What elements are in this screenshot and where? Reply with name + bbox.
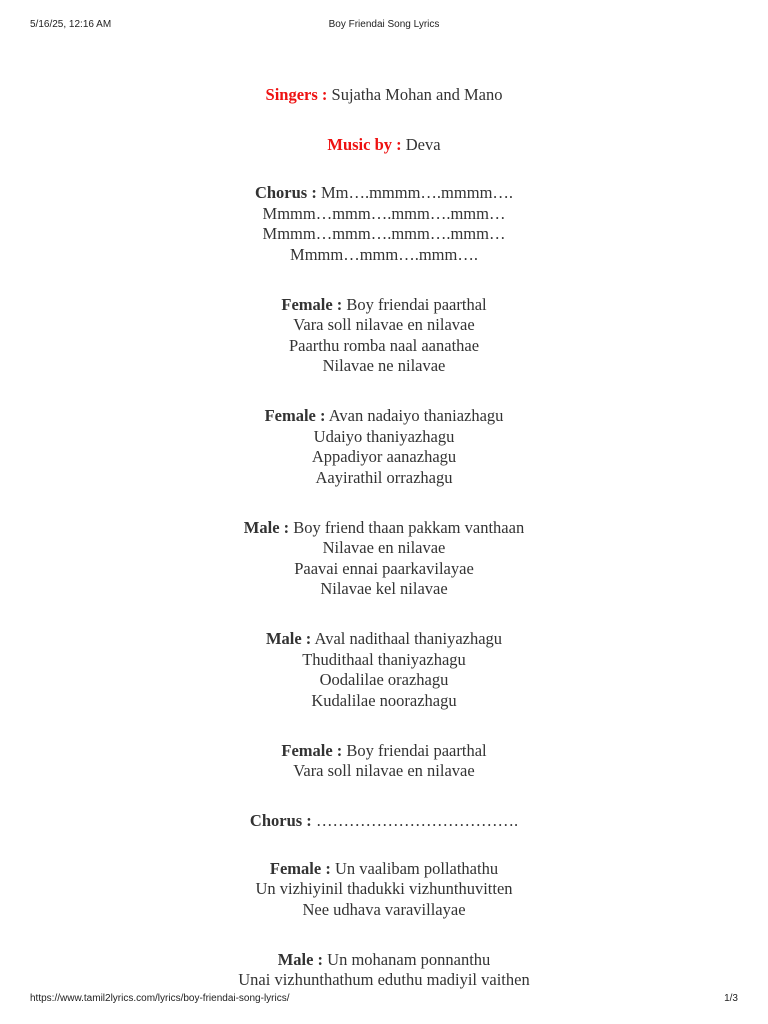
singers-credit	[0, 83, 768, 107]
print-page-title: Boy Friendai Song Lyrics	[328, 19, 440, 30]
lyric-line: Vara soll nilavae en nilavae	[293, 315, 475, 334]
speaker-label: Female :	[264, 406, 326, 425]
lyric-line: Nee udhava varavillayae	[302, 899, 466, 919]
stanza-female-2	[0, 406, 768, 488]
music-label: Music by :	[327, 135, 402, 154]
lyric-line: Vara soll nilavae en nilavae	[293, 761, 475, 780]
stanza-first-line	[0, 741, 768, 762]
lyric-line: Udaiyo thaniyazhagu	[313, 426, 455, 446]
lyric-text: Boy friendai paarthal	[346, 740, 487, 760]
lyric-line: Paarthu romba naal aanathae	[288, 335, 480, 355]
music-credit	[0, 133, 768, 157]
lyric-line: Thudithaal thaniyazhagu	[302, 649, 466, 669]
stanza-male-1	[0, 518, 768, 600]
music-value: Deva	[405, 135, 441, 154]
lyric-text: ……………………………….	[315, 811, 519, 830]
stanza-first-line	[0, 950, 768, 971]
print-datetime: 5/16/25, 12:16 AM	[30, 19, 112, 30]
singers-value: Sujatha Mohan and Mano	[331, 85, 503, 104]
stanza-first-line	[0, 811, 768, 832]
stanza-first-line	[0, 518, 768, 539]
stanza-first-line	[0, 406, 768, 427]
print-header	[0, 19, 768, 33]
stanza-first-line	[0, 629, 768, 650]
lyrics-content	[0, 83, 768, 1020]
speaker-label: Female :	[269, 858, 331, 878]
lyric-text: Un vaalibam pollathathu	[334, 858, 499, 878]
speaker-label: Male :	[265, 629, 312, 648]
lyric-line: Nilavae kel nilavae	[320, 579, 448, 598]
lyric-text: Un mohanam ponnanthu	[327, 949, 491, 969]
print-url: https://www.tamil2lyrics.com/lyrics/boy-friendai-song-lyrics/	[30, 993, 290, 1004]
stanza-female-1	[0, 295, 768, 377]
lyric-line: Nilavae ne nilavae	[322, 356, 446, 375]
speaker-label: Male :	[277, 949, 324, 969]
lyric-text: Avan nadaiyo thaniazhagu	[328, 406, 504, 425]
lyric-line: Aayirathil orrazhagu	[315, 467, 453, 487]
lyric-line: Un vizhiyinil thadukki vizhunthuvitten	[255, 879, 513, 898]
speaker-label: Female :	[281, 740, 343, 760]
lyric-text: Boy friendai paarthal	[346, 294, 487, 314]
lyric-line: Unai vizhunthathum eduthu madiyil vaithen	[238, 970, 530, 989]
speaker-label: Chorus :	[249, 811, 312, 830]
lyric-line: Nilavae en nilavae	[322, 538, 446, 557]
stanza-first-line	[0, 295, 768, 316]
lyric-line: Kudalilae noorazhagu	[311, 690, 457, 710]
page-number: 1/3	[724, 993, 738, 1004]
stanza-female-3	[0, 741, 768, 782]
stanza-male-3	[0, 950, 768, 991]
lyric-text: Boy friend thaan pakkam vanthaan	[293, 517, 525, 537]
print-footer	[0, 993, 768, 1007]
stanza-first-line	[0, 183, 768, 204]
speaker-label: Chorus :	[254, 183, 317, 202]
lyric-line: Mmmm…mmm….mmm….mmm…	[262, 224, 506, 243]
lyric-text: Mm….mmmm….mmmm….	[320, 183, 514, 202]
singers-label: Singers :	[265, 85, 328, 104]
lyric-line: Mmmm…mmm….mmm….	[290, 244, 478, 264]
lyric-line: Appadiyor aanazhagu	[311, 447, 457, 466]
lyric-text: Aval nadithaal thaniyazhagu	[314, 629, 503, 648]
stanza-chorus-1	[0, 183, 768, 265]
lyric-line: Paavai ennai paarkavilayae	[294, 558, 474, 578]
speaker-label: Male :	[243, 517, 290, 537]
stanza-chorus-2	[0, 811, 768, 832]
stanza-female-4	[0, 859, 768, 921]
stanza-first-line	[0, 859, 768, 880]
speaker-label: Female :	[281, 294, 343, 314]
lyric-line: Oodalilae orazhagu	[319, 670, 449, 689]
lyric-line: Mmmm…mmm….mmm….mmm…	[262, 203, 506, 223]
stanza-male-2	[0, 629, 768, 711]
